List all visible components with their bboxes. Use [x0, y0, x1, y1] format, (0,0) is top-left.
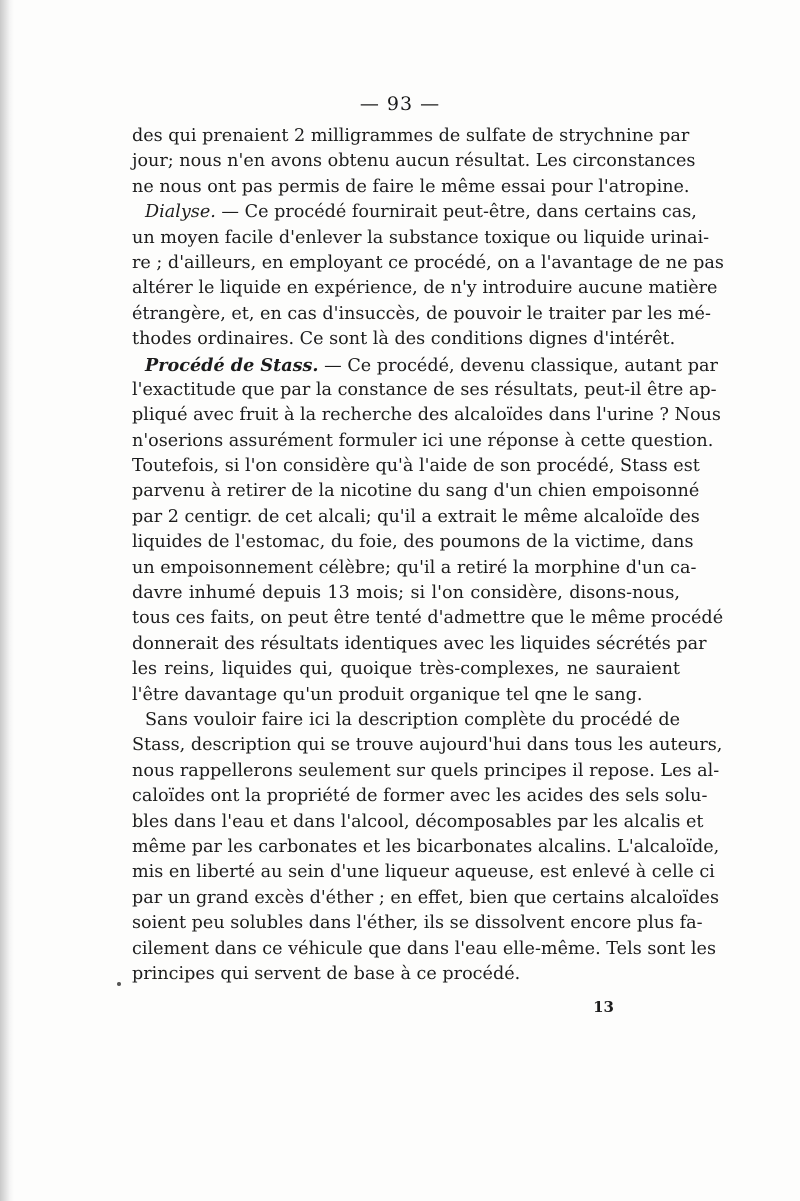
- text-line: un moyen facile d'enlever la substance toxique ou liquide urinai-: [132, 227, 710, 248]
- text-line: altérer le liquide en expérience, de n'y introduire aucune matière: [132, 278, 718, 299]
- section-heading-dialyse: Dialyse.: [145, 202, 216, 223]
- ink-speck: [117, 982, 121, 986]
- text-line: nous rappellerons seulement sur quels principes il repose. Les al-: [132, 760, 720, 781]
- text-line: l'être davantage qu'un produit organique tel qne le sang.: [132, 684, 643, 705]
- text-line: même par les carbonates et les bicarbonates alcalins. L'alcaloïde,: [132, 836, 720, 857]
- text-line: pliqué avec fruit à la recherche des alcaloïdes dans l'urine ? Nous: [132, 405, 721, 426]
- paragraph-stass: [132, 353, 724, 708]
- text-line: Stass, description qui se trouve aujourd'hui dans tous les auteurs,: [132, 735, 723, 756]
- paragraph-1: [132, 124, 696, 200]
- text-line: cilement dans ce véhicule que dans l'eau elle-même. Tels sont les: [132, 938, 716, 959]
- text-line: étrangère, et, en cas d'insuccès, de pouvoir le traiter par les mé-: [132, 303, 711, 324]
- text-line: donnerait des résultats identiques avec les liquides sécrétés par: [132, 633, 707, 654]
- section-heading-stass: Procédé de Stass.: [145, 354, 319, 376]
- text-line: bles dans l'eau et dans l'alcool, décomposables par les alcalis et: [132, 811, 704, 832]
- heading-continuation: — Ce procédé, devenu classique, autant par: [318, 355, 718, 376]
- text-line: n'oserions assurément formuler ici une réponse à cette question.: [132, 430, 714, 451]
- text-line: Toutefois, si l'on considère qu'à l'aide de son procédé, Stass est: [132, 456, 700, 477]
- text-line: [132, 353, 718, 378]
- paragraph-dialyse: [132, 200, 724, 352]
- body-text: [132, 124, 724, 987]
- text-line: par un grand excès d'éther ; en effet, bien que certains alcaloïdes: [132, 887, 719, 908]
- text-line: caloïdes ont la propriété de former avec les acides des sels solu-: [132, 786, 708, 807]
- heading-continuation: — Ce procédé fournirait peut-être, dans certains cas,: [215, 202, 697, 223]
- text-line: principes qui servent de base à ce procédé.: [132, 963, 521, 984]
- text-line: l'exactitude que par la constance de ses résultats, peut-il être ap-: [132, 379, 717, 400]
- text-line: [132, 200, 697, 225]
- text-line: tous ces faits, on peut être tenté d'admettre que le même procédé: [132, 608, 724, 629]
- paragraph-principes: [132, 708, 723, 987]
- text-line: liquides de l'estomac, du foie, des poumons de la victime, dans: [132, 532, 694, 553]
- text-line: thodes ordinaires. Ce sont là des conditions dignes d'intérêt.: [132, 329, 676, 350]
- text-line: davre inhumé depuis 13 mois; si l'on considère, disons-nous,: [132, 583, 680, 604]
- text-line: les reins, liquides qui, quoique très-complexes, ne sauraient: [132, 659, 680, 680]
- text-line: soient peu solubles dans l'éther, ils se dissolvent encore plus fa-: [132, 913, 703, 934]
- text-line: un empoisonnement célèbre; qu'il a retiré la morphine d'un ca-: [132, 557, 697, 578]
- signature-mark: 13: [593, 998, 614, 1016]
- text-line: Sans vouloir faire ici la description complète du procédé de: [145, 709, 680, 730]
- text-line: parvenu à retirer de la nicotine du sang d'un chien empoisonné: [132, 481, 700, 502]
- text-line: par 2 centigr. de cet alcali; qu'il a extrait le même alcaloïde des: [132, 506, 700, 527]
- text-line: des qui prenaient 2 milligrammes de sulfate de strychnine par: [132, 126, 690, 146]
- text-line: mis en liberté au sein d'une liqueur aqueuse, est enlevé à celle ci: [132, 862, 715, 883]
- page-edge-shadow: [0, 0, 14, 1201]
- text-line: jour; nous n'en avons obtenu aucun résultat. Les circonstances: [132, 151, 696, 172]
- text-line: re ; d'ailleurs, en employant ce procédé, on a l'avantage de ne pas: [132, 252, 724, 273]
- page-number: — 93 —: [359, 93, 441, 115]
- text-line: ne nous ont pas permis de faire le même essai pour l'atropine.: [132, 176, 690, 197]
